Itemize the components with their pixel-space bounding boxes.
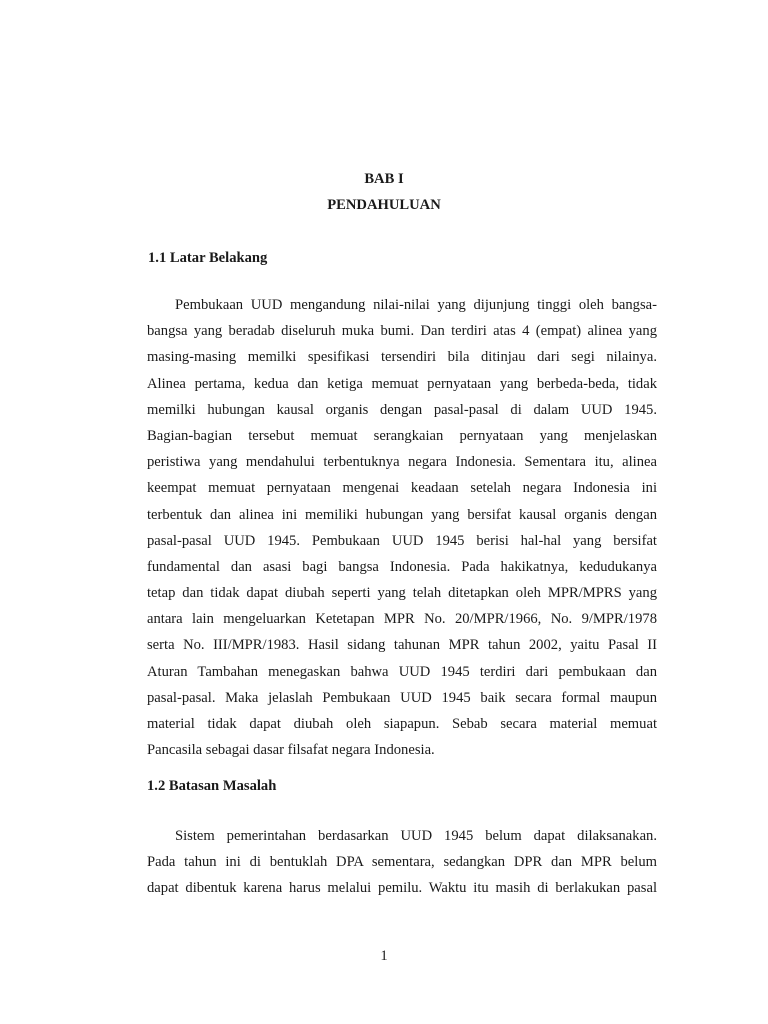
text-line: Alinea pertama, kedua dan ketiga memuat pernyataan yang berbeda-beda, tidak [147,375,657,392]
text-line: Pancasila sebagai dasar filsafat negara Indonesia. [147,742,435,759]
text-line: Pembukaan UUD mengandung nilai-nilai yang dijunjung tinggi oleh bangsa- [175,297,657,313]
text-line: dapat dibentuk karena harus melalui pemilu. Waktu itu masih di berlakukan pasal [147,880,657,897]
text-line: Bagian-bagian tersebut memuat serangkaian pernyataan yang menjelaskan [147,427,657,444]
chapter-label: BAB I [364,171,404,187]
text-line: Aturan Tambahan menegaskan bahwa UUD 1945 terdiri dari pembukaan dan [147,663,657,680]
section-heading-batasan-masalah: 1.2 Batasan Masalah [147,778,277,794]
text-line: serta No. III/MPR/1983. Hasil sidang tahunan MPR tahun 2002, yaitu Pasal II [147,637,657,654]
text-line: pasal-pasal. Maka jelaslah Pembukaan UUD 1945 baik secara formal maupun [147,689,657,706]
section-heading-latar-belakang: 1.1 Latar Belakang [148,250,268,266]
text-line: tetap dan tidak dapat diubah seperti yang telah ditetapkan oleh MPR/MPRS yang [147,585,657,602]
paragraph-latar-belakang [147,292,657,763]
text-line: memilki hubungan kausal organis dengan pasal-pasal di dalam UUD 1945. [147,401,657,418]
text-line: pasal-pasal UUD 1945. Pembukaan UUD 1945 berisi hal-hal yang bersifat [147,532,657,549]
text-line: bangsa yang beradab diseluruh muka bumi. Dan terdiri atas 4 (empat) alinea yang [147,323,657,340]
text-line: masing-masing memilki spesifikasi tersendiri bila ditinjau dari segi nilainya. [147,349,657,366]
text-line: Pada tahun ini di bentuklah DPA sementara, sedangkan DPR dan MPR belum [147,854,657,871]
page-number: 1 [380,948,388,964]
text-line: antara lain mengeluarkan Ketetapan MPR No. 20/MPR/1966, No. 9/MPR/1978 [147,611,657,628]
chapter-title: PENDAHULUAN [327,197,441,213]
text-line: keempat memuat pernyataan mengenai keadaan setelah negara Indonesia ini [147,480,657,497]
text-line: peristiwa yang mendahului terbentuknya negara Indonesia. Sementara itu, alinea [147,454,657,471]
paragraph-batasan-masalah [147,823,657,902]
text-line: material tidak dapat diubah oleh siapapun. Sebab secara material memuat [147,716,657,732]
text-line: Sistem pemerintahan berdasarkan UUD 1945 belum dapat dilaksanakan. [175,828,657,844]
text-line: terbentuk dan alinea ini memiliki hubungan yang bersifat kausal organis dengan [147,506,657,523]
text-line: fundamental dan asasi bagi bangsa Indonesia. Pada hakikatnya, kedudukanya [147,558,657,575]
